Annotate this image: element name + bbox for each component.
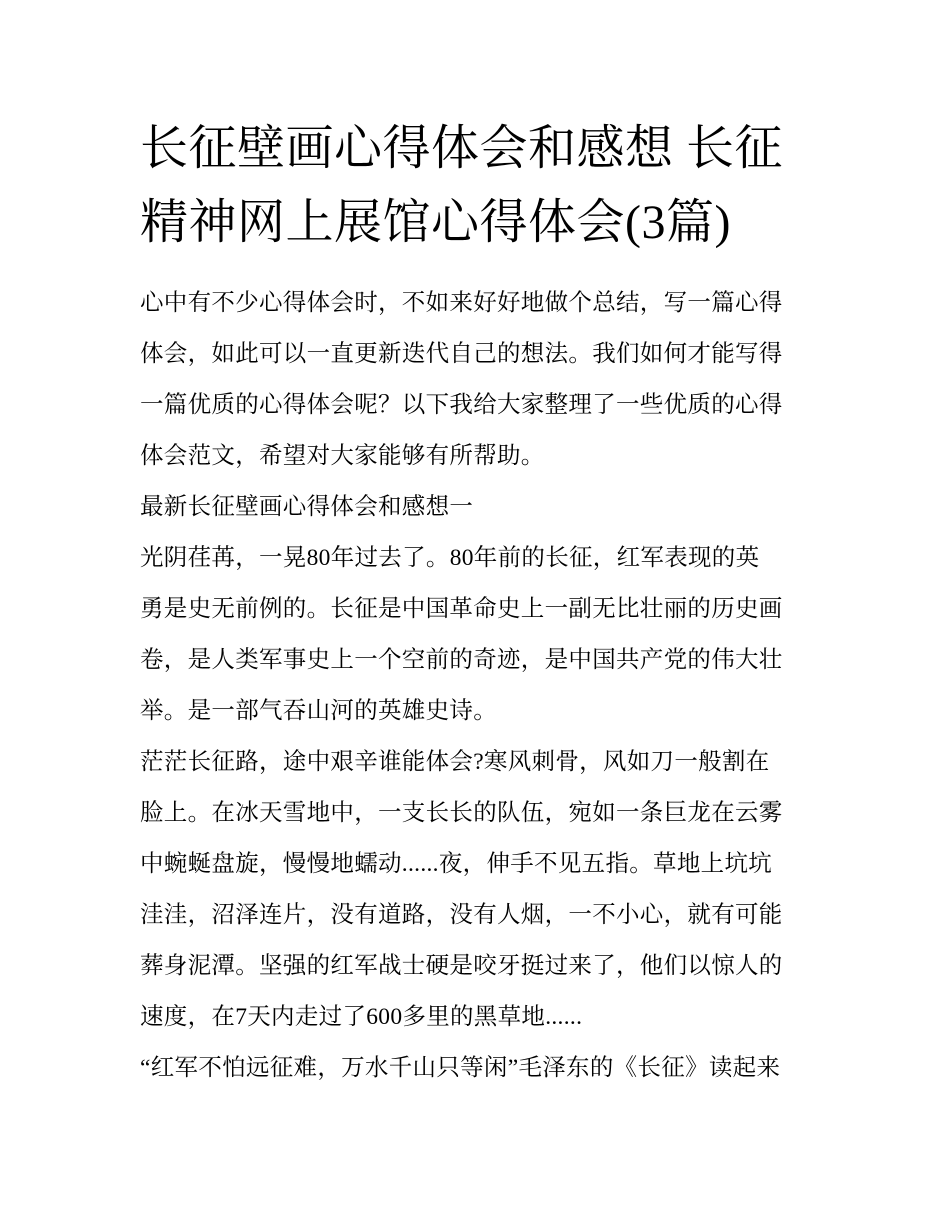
text-line: 洼洼，沼泽连片，没有道路，没有人烟，一不小心，就有可能 [140, 902, 783, 928]
title-line: 长征壁画心得体会和感想 长征 [140, 122, 784, 175]
text-line: 心中有不少心得体会时，不如来好好地做个总结，写一篇心得 [140, 290, 783, 316]
body-paragraph [140, 533, 815, 737]
text-line: 最新长征壁画心得体会和感想一 [140, 494, 474, 520]
body-paragraph [140, 737, 815, 1043]
text-line: “红军不怕远征难，万水千山只等闲”毛泽东的《长征》读起来 [140, 1055, 781, 1081]
text-line: 勇是史无前例的。长征是中国革命史上一副无比壮丽的历史画 [140, 596, 783, 622]
text-line: 举。是一部气吞山河的英雄史诗。 [140, 698, 497, 724]
text-line: 光阴荏苒，一晃80年过去了。80年前的长征，红军表现的英 [140, 545, 760, 571]
text-line: 中蜿蜒盘旋，慢慢地蠕动......夜，伸手不见五指。草地上坑坑 [140, 851, 773, 877]
section-heading [140, 482, 815, 533]
text-line: 速度，在7天内走过了600多里的黑草地...... [140, 1004, 583, 1030]
text-line: 脸上。在冰天雪地中，一支长长的队伍，宛如一条巨龙在云雾 [140, 800, 783, 826]
text-line: 体会范文，希望对大家能够有所帮助。 [140, 443, 545, 469]
text-line: 一篇优质的心得体会呢？以下我给大家整理了一些优质的心得 [140, 392, 783, 418]
intro-paragraph [140, 278, 815, 482]
document-title [140, 112, 815, 260]
title-line: 精神网上展馆心得体会(3篇) [140, 196, 731, 249]
body-paragraph [140, 1043, 815, 1094]
text-line: 葬身泥潭。坚强的红军战士硬是咬牙挺过来了，他们以惊人的 [140, 953, 783, 979]
text-line: 茫茫长征路，途中艰辛谁能体会?寒风刺骨，风如刀一般割在 [140, 749, 770, 775]
document-body [140, 112, 815, 1094]
text-line: 卷，是人类军事史上一个空前的奇迹，是中国共产党的伟大壮 [140, 647, 783, 673]
text-line: 体会，如此可以一直更新迭代自己的想法。我们如何才能写得 [140, 341, 783, 367]
